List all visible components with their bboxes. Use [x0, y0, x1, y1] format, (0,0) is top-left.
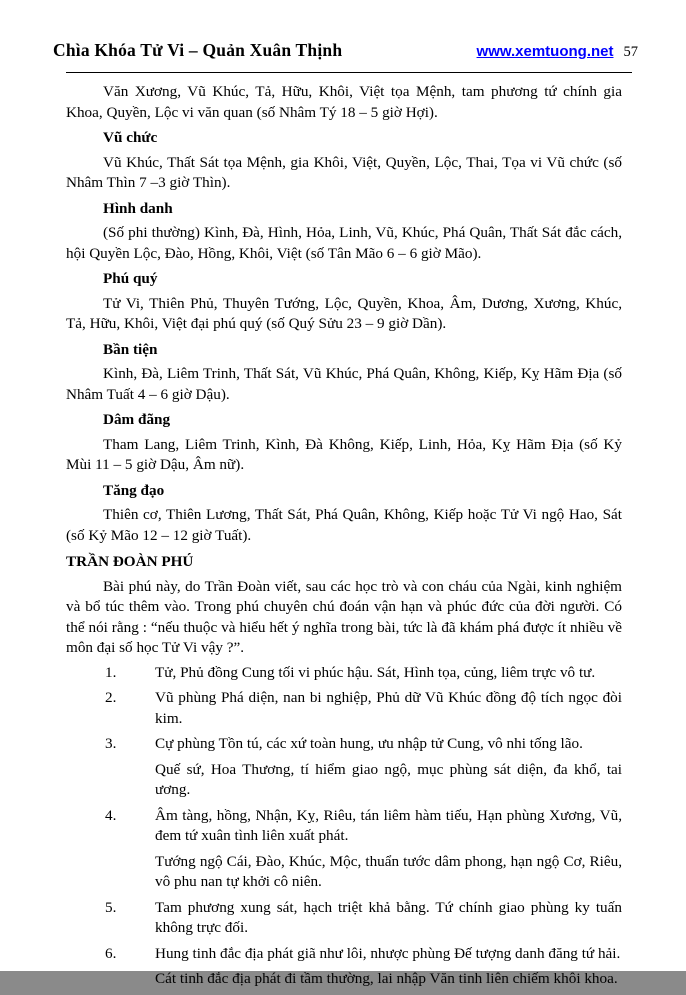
page-content [66, 82, 622, 995]
list-item [66, 688, 622, 729]
paragraph: Thiên cơ, Thiên Lương, Thất Sát, Phá Quân, Không, Kiếp hoặc Tử Vi ngộ Hao, Sát (số Kỷ Mão 12 – 12 giờ Tuất). [66, 506, 622, 544]
list-item [66, 898, 622, 939]
section-heading: Vũ chức [103, 129, 158, 146]
list-item-paragraph: Tướng ngộ Cái, Đào, Khúc, Mộc, thuẩn tước dâm phong, hạn ngộ Cơ, Riêu, vô phu nan tự khởi cô niên. [155, 852, 622, 890]
website-link[interactable]: www.xemtuong.net [476, 43, 614, 60]
paragraph: Văn Xương, Vũ Khúc, Tả, Hữu, Khôi, Việt tọa Mệnh, tam phương tứ chính gia Khoa, Quyền, Lộc vi văn quan (số Nhâm Tý 18 – 5 giờ Hợi). [66, 83, 622, 121]
section [66, 269, 622, 335]
paragraph: Vũ Khúc, Thất Sát tọa Mệnh, gia Khôi, Việt, Quyền, Lộc, Thai, Tọa vi Vũ chức (số Nhâm Thìn 7 –3 giờ Thìn). [66, 153, 622, 191]
list-item [66, 806, 622, 893]
list-item-number: 3. [105, 735, 117, 752]
sections [66, 82, 622, 546]
list-item [66, 944, 622, 990]
section-paragraphs [66, 435, 622, 476]
section [66, 199, 622, 265]
page-number: 57 [623, 44, 638, 60]
list-item-number: 6. [105, 944, 117, 962]
paragraph: Kình, Đà, Liêm Trinh, Thất Sát, Vũ Khúc, Phá Quân, Không, Kiếp, Kỵ Hãm Địa (số Nhâm Tuất 4 – 6 giờ Dậu). [66, 365, 622, 403]
numbered-list [66, 663, 622, 990]
paragraph: (Số phi thường) Kình, Đà, Hình, Hỏa, Linh, Vũ, Khúc, Phá Quân, Thất Sát đắc cách, hội Quyền Lộc, Đào, Hồng, Khôi, Việt (số Tân Mão 6 – 6 giờ Mão). [66, 224, 622, 262]
list-item-paragraph: Cự phùng Tồn tú, các xứ toàn hung, ưu nhập tử Cung, vô nhi tống lão. [155, 735, 583, 752]
list-item-paragraph: Hung tinh đắc địa phát giã như lôi, nhược phùng Đế tượng danh đăng tứ hải. [155, 944, 621, 962]
list-item-paragraph: Âm tàng, hồng, Nhận, Kỵ, Riêu, tán liêm hàm tiếu, Hạn phùng Xương, Vũ, đem tứ xuân tình liên xuất phát. [155, 806, 622, 844]
book-title: Chìa Khóa Tử Vi – Quản Xuân Thịnh [53, 40, 343, 60]
section-paragraphs [66, 223, 622, 264]
list-item-number: 4. [105, 806, 117, 824]
paragraph: Tử Vi, Thiên Phủ, Thuyên Tướng, Lộc, Quyền, Khoa, Âm, Dương, Xương, Khúc, Tả, Hữu, Khôi, Việt đại phú quý (số Quý Sửu 23 – 9 giờ Dần). [66, 294, 622, 332]
list-item-paragraph: Cát tinh đắc địa phát đi tầm thường, lai nhập Văn tinh liên chiếm khôi khoa. [155, 970, 618, 987]
list-item-number: 5. [105, 898, 117, 916]
section-paragraphs [66, 505, 622, 546]
list-item [66, 734, 622, 801]
paragraph: Tham Lang, Liêm Trinh, Kình, Đà Không, Kiếp, Linh, Hỏa, Kỵ Hãm Địa (số Kỷ Mùi 11 – 5 giờ Dậu, Âm nữ). [66, 435, 622, 473]
section [66, 128, 622, 194]
section-heading: Bần tiện [103, 340, 158, 358]
tran-doan-phu-heading: TRẦN ĐOÀN PHÚ [66, 553, 194, 570]
section-paragraphs [66, 294, 622, 335]
section-paragraphs [66, 153, 622, 194]
section [66, 481, 622, 547]
list-item-paragraph: Tử, Phủ đồng Cung tối vi phúc hậu. Sát, Hình tọa, củng, liêm trực vô tư. [155, 663, 596, 681]
section-heading: Tăng đạo [103, 481, 165, 499]
section [66, 340, 622, 406]
header-right [477, 42, 638, 63]
list-item [66, 663, 622, 684]
list-item-number: 1. [105, 663, 117, 681]
list-item-paragraph: Vũ phùng Phá diện, nan bi nghiệp, Phủ dữ Vũ Khúc đồng độ tích ngọc đòi kim. [155, 689, 622, 727]
list-item-paragraph: Tam phương xung sát, hạch triệt khả bằng. Tứ chính giao phùng ky tuấn không trực đối. [155, 898, 622, 936]
section-heading: Dâm đãng [103, 411, 171, 428]
section-paragraphs [66, 364, 622, 405]
page-header [53, 40, 638, 63]
section-heading: Phú quý [103, 270, 158, 287]
section-paragraphs [66, 82, 622, 123]
section [66, 82, 622, 123]
list-item-paragraph: Quế sứ, Hoa Thương, tí hiểm giao ngộ, mục phùng sát diện, đa khổ, tai ương. [155, 760, 622, 798]
header-divider [66, 72, 632, 73]
tran-doan-phu-intro: Bài phú này, do Trần Đoàn viết, sau các học trò và con cháu của Ngài, kinh nghiệm và bổ túc thêm vào. Trong phú chuyên chú đoán vận hạn và phúc đức của đời người. Có thể nói rằng : “nếu thuộc và hiểu hết ý nghĩa trong bài, tức là đã khám phá được ít nhiều về môn đại số học Tử Vi vậy ?”. [66, 577, 622, 656]
section [66, 410, 622, 476]
list-item-number: 2. [105, 689, 117, 706]
section-heading: Hình danh [103, 199, 173, 217]
